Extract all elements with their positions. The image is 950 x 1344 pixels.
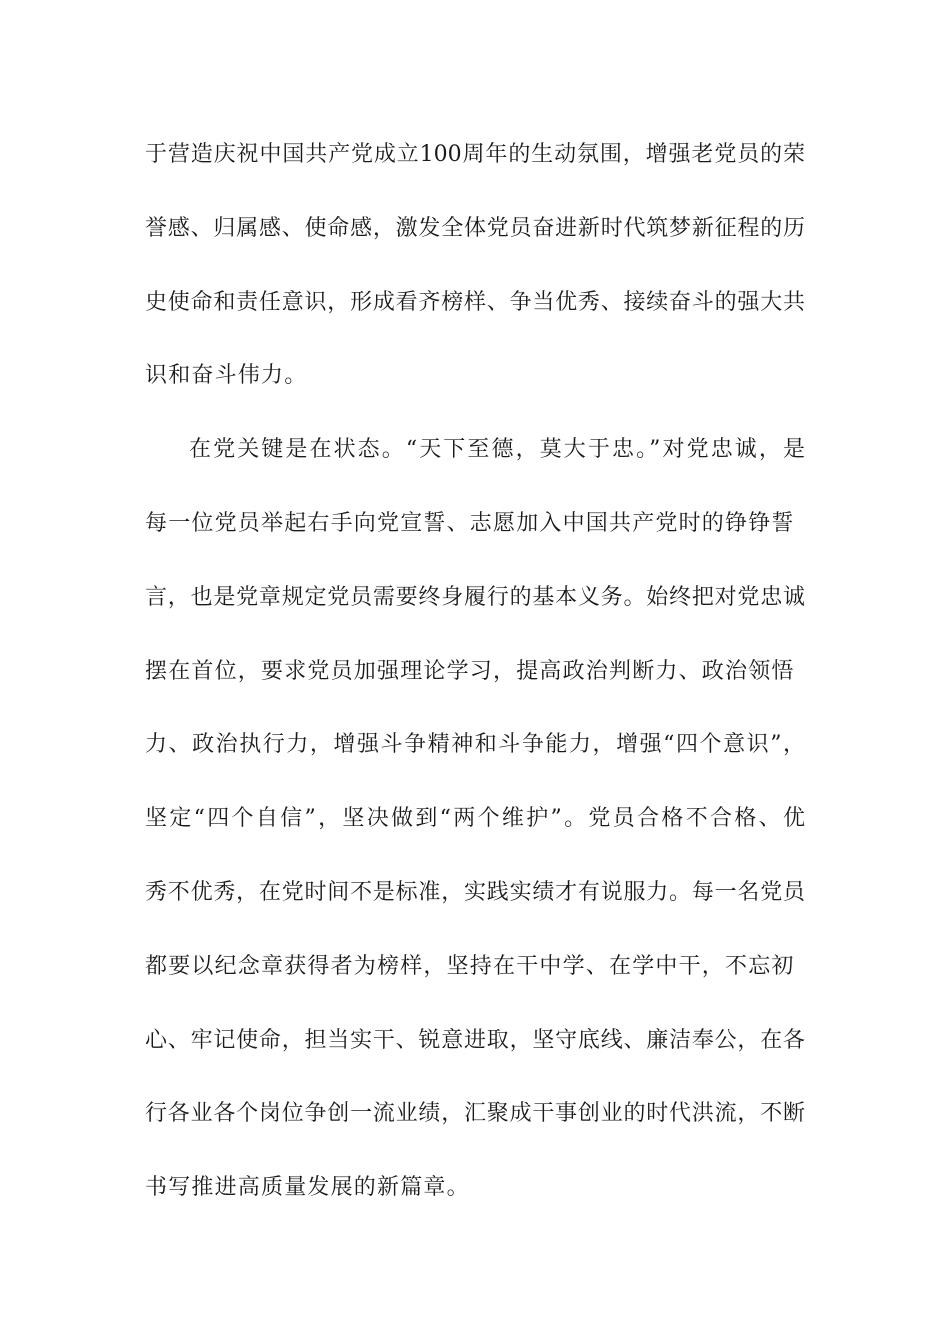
text-line: 在党关键是在状态。“天下至德，莫大于忠。”对党忠诚，是 bbox=[189, 437, 805, 463]
text-line: 识和奋斗伟力。 bbox=[145, 363, 308, 389]
text-line: 秀不优秀，在党时间不是标准，实践实绩才有说服力。每一名党员 bbox=[145, 879, 805, 905]
text-line: 都要以纪念章获得者为榜样，坚持在干中学、在学中干，不忘初 bbox=[145, 953, 795, 979]
text-line: 心、牢记使命，担当实干、锐意进取，坚守底线、廉洁奉公，在各 bbox=[145, 1027, 805, 1053]
text-line: 行各业各个岗位争创一流业绩，汇聚成干事创业的时代洪流，不断 bbox=[145, 1101, 805, 1127]
text-line: 每一位党员举起右手向党宣誓、志愿加入中国共产党时的铮铮誓 bbox=[145, 510, 795, 536]
text-line: 史使命和责任意识，形成看齐榜样、争当优秀、接续奋斗的强大共 bbox=[145, 289, 805, 315]
text-line: 于营造庆祝中国共产党成立100周年的生动氛围，增强老党员的荣 bbox=[145, 142, 805, 167]
body-text bbox=[145, 132, 805, 1239]
text-line: 誉感、归属感、使命感，激发全体党员奋进新时代筑梦新征程的历 bbox=[145, 215, 805, 241]
text-line: 坚定“四个自信”，坚决做到“两个维护”。党员合格不合格、优 bbox=[145, 806, 805, 832]
text-line: 书写推进高质量发展的新篇章。 bbox=[145, 1175, 470, 1201]
text-line: 摆在首位，要求党员加强理论学习，提高政治判断力、政治领悟 bbox=[145, 658, 795, 684]
text-line: 言，也是党章规定党员需要终身履行的基本义务。始终把对党忠诚 bbox=[145, 584, 805, 610]
text-line: 力、政治执行力，增强斗争精神和斗争能力，增强“四个意识”， bbox=[145, 732, 805, 758]
